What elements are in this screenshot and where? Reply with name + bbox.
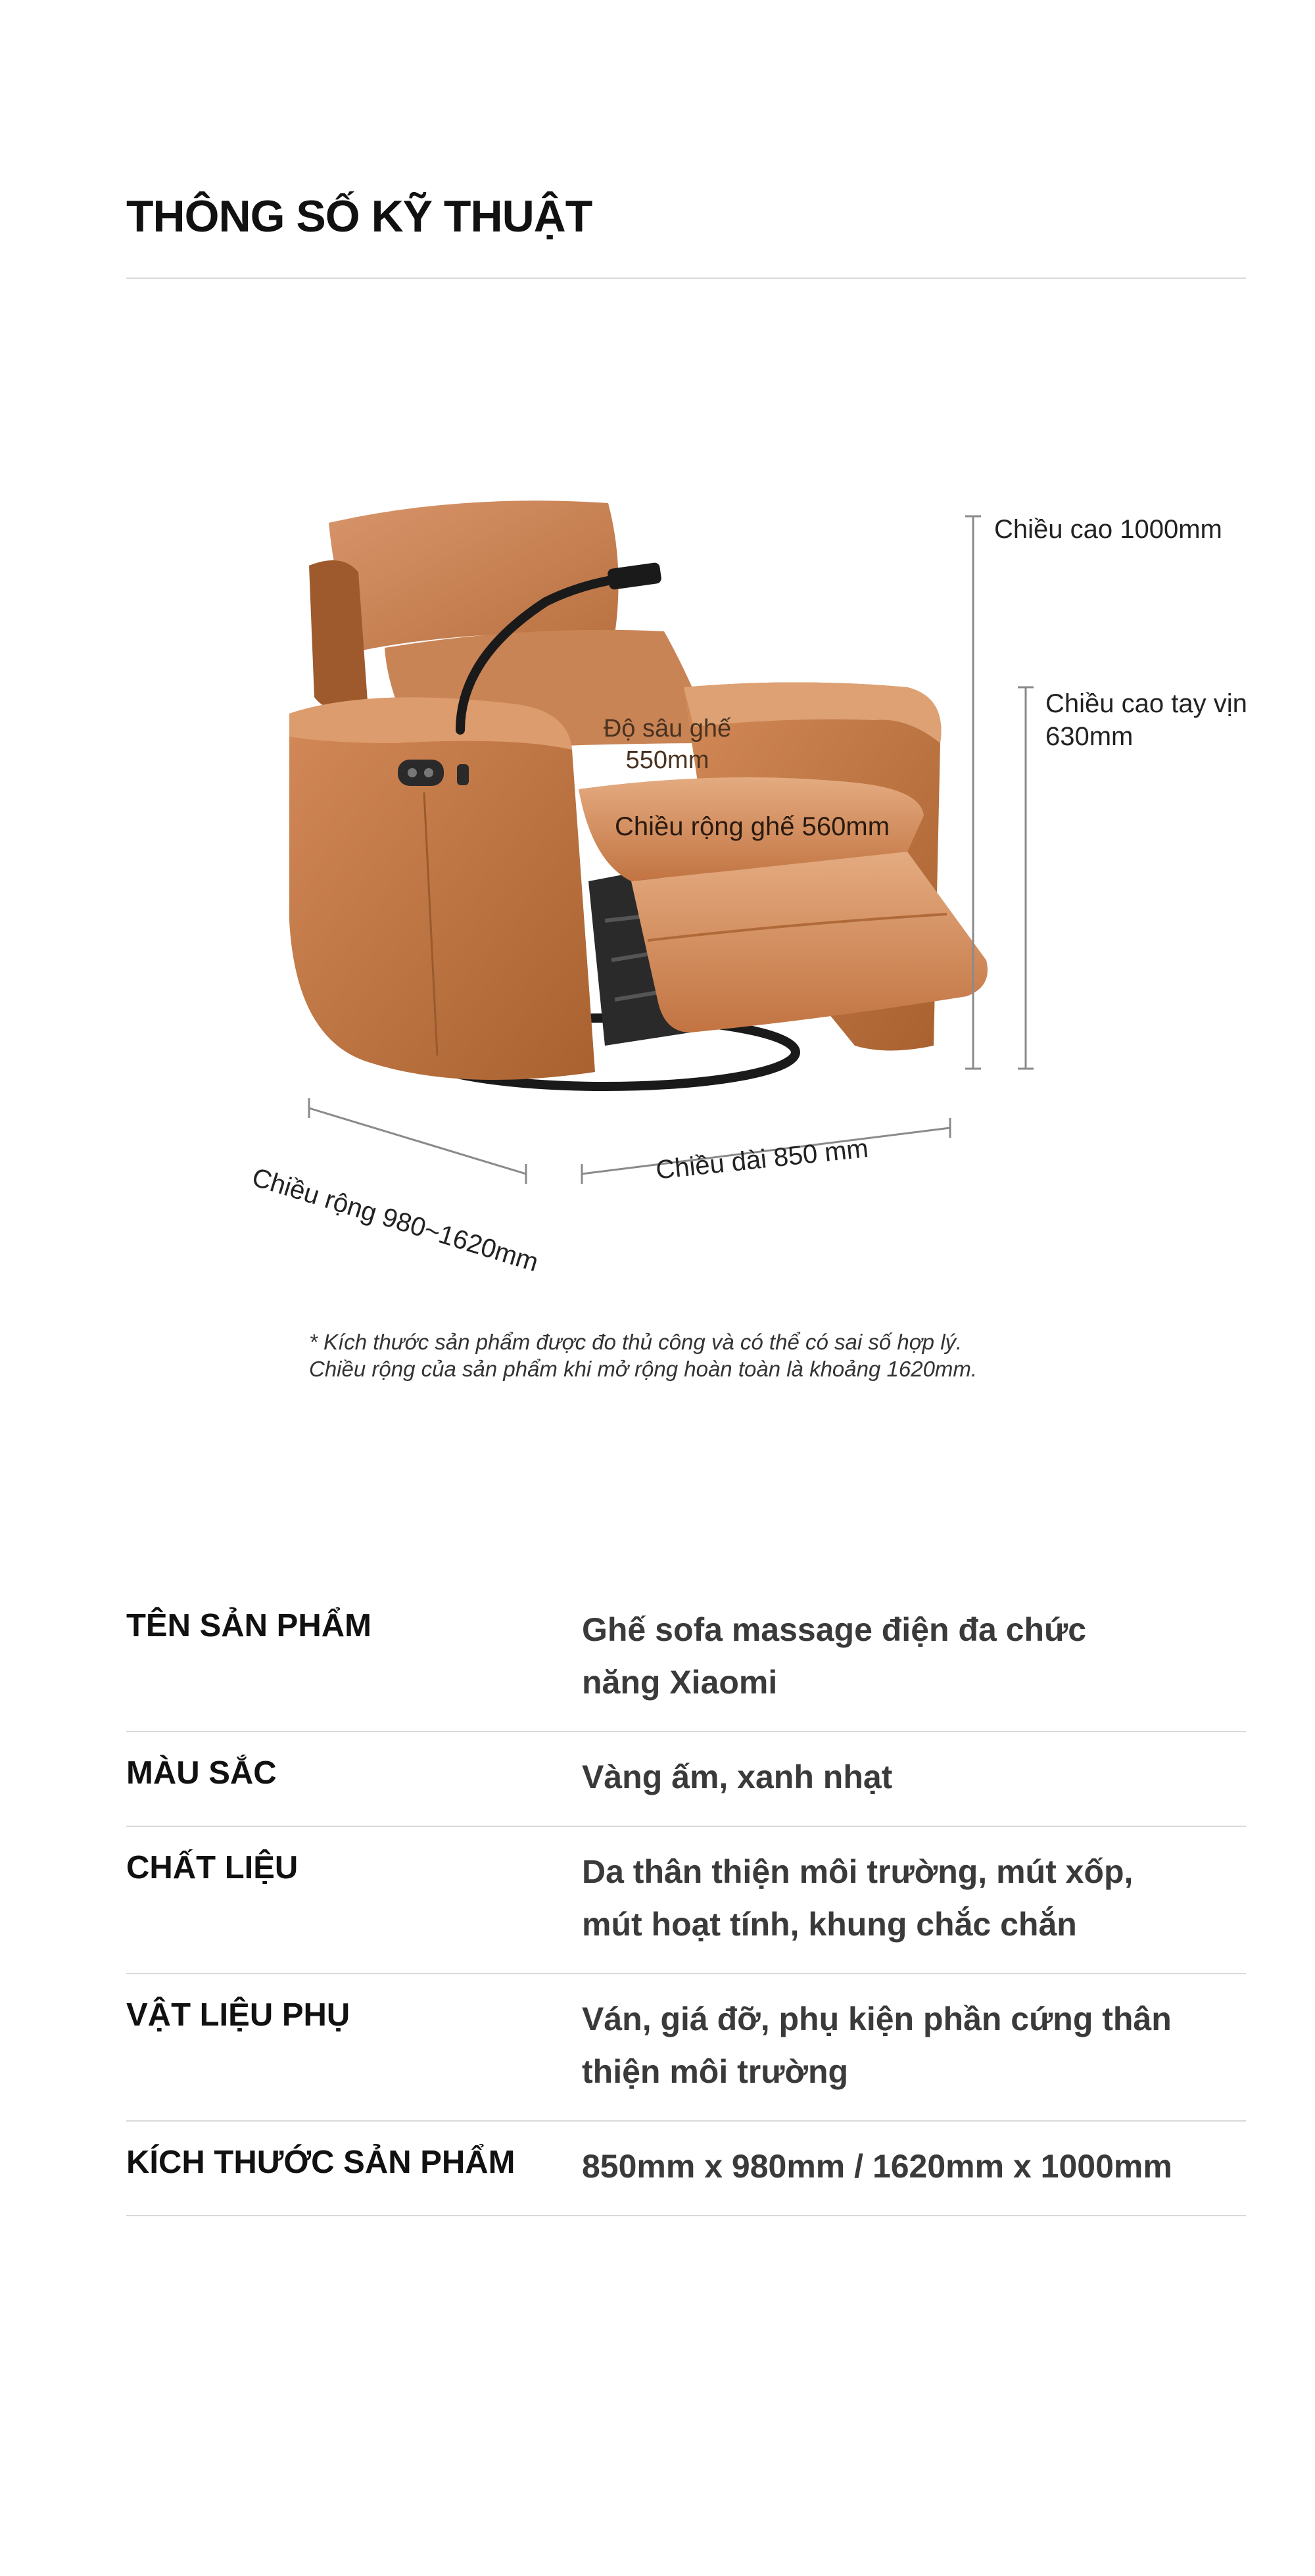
spec-value: 850mm x 980mm / 1620mm x 1000mm [582, 2148, 1172, 2185]
footnote-line-2: Chiều rộng của sản phẩm khi mở rộng hoàn toàn là khoảng 1620mm. [309, 1357, 978, 1382]
spec-row-dimensions [126, 2122, 1246, 2216]
footnote-line-1: * Kích thước sản phẩm được đo thủ công và có thể có sai số hợp lý. [309, 1330, 963, 1354]
spec-label: KÍCH THƯỚC SẢN PHẨM [126, 2145, 515, 2180]
spec-table [126, 1585, 1246, 2216]
product-dimension-diagram [0, 460, 1315, 1282]
spec-row-product-name [126, 1585, 1246, 1732]
length-label: Chiều dài 850 mm [654, 1134, 870, 1185]
seat-width-label: Chiều rộng ghế 560mm [615, 812, 890, 841]
control-panel [398, 760, 444, 786]
spec-value: Ghế sofa massage điện đa chức năng Xiaomi [582, 1611, 1087, 1701]
spec-value: Vàng ấm, xanh nhạt [582, 1759, 893, 1795]
armrest-height-label: Chiều cao tay vịn 630mm [1045, 689, 1247, 751]
spec-value: Ván, giá đỡ, phụ kiện phần cứng thân thiện môi trường [582, 2001, 1172, 2090]
page-title: THÔNG SỐ KỸ THUẬT [126, 191, 592, 241]
height-label: Chiều cao 1000mm [994, 515, 1222, 544]
headrest-pillow [329, 500, 619, 651]
spec-label: CHẤT LIỆU [126, 1850, 299, 1885]
spec-row-material [126, 1827, 1246, 1974]
title-divider [126, 278, 1246, 279]
spec-row-auxiliary-material [126, 1974, 1246, 2122]
spec-label: VẬT LIỆU PHỤ [126, 1997, 350, 2033]
seat-depth-label: Độ sâu ghế 550mm [603, 715, 732, 774]
spec-row-color [126, 1732, 1246, 1827]
measurement-footnote [309, 1328, 1098, 1383]
left-armrest [289, 697, 595, 1080]
spec-label: TÊN SẢN PHẨM [126, 1608, 371, 1643]
spec-value: Da thân thiện môi trường, mút xốp, mút hoạt tính, khung chắc chắn [582, 1853, 1134, 1943]
width-label: Chiều rộng 980~1620mm [249, 1162, 542, 1278]
spec-label: MÀU SẮC [126, 1755, 277, 1791]
